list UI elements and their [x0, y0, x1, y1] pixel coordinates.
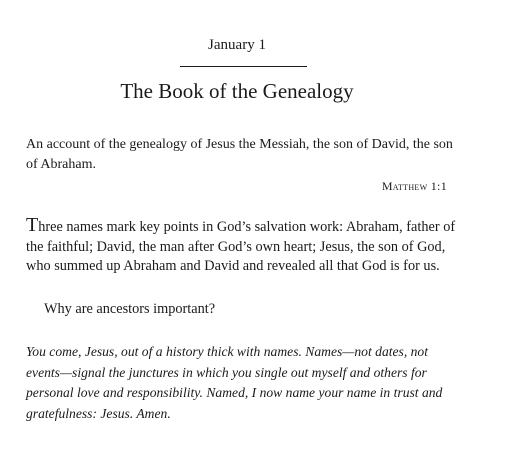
scripture-quote: An account of the genealogy of Jesus the Messiah, the son of David, the son of Abraham. [26, 137, 453, 172]
prayer-paragraph: You come, Jesus, out of a history thick with names. Names—not dates, not events—signal the junctures in which you single out myself and others for personal love and responsibility. Named, I now name your name in trust and gratefulness: Jesus. Amen. [26, 344, 443, 421]
page-date: January 1 [208, 37, 266, 53]
scripture-reference: Matthew 1:1 [381, 179, 447, 193]
reflection-paragraph [26, 216, 456, 277]
drop-cap: T [26, 214, 39, 236]
reflection-text: hree names mark key points in God’s salvation work: Abraham, father of the faithful; David, the man after God’s own heart; Jesus, the son of God, who summed up Abraham and David and revealed all that God is for us. [26, 219, 456, 274]
reflection-question: Why are ancestors important? [44, 301, 216, 317]
page-title: The Book of the Genealogy [120, 79, 354, 103]
title-divider [180, 66, 307, 67]
